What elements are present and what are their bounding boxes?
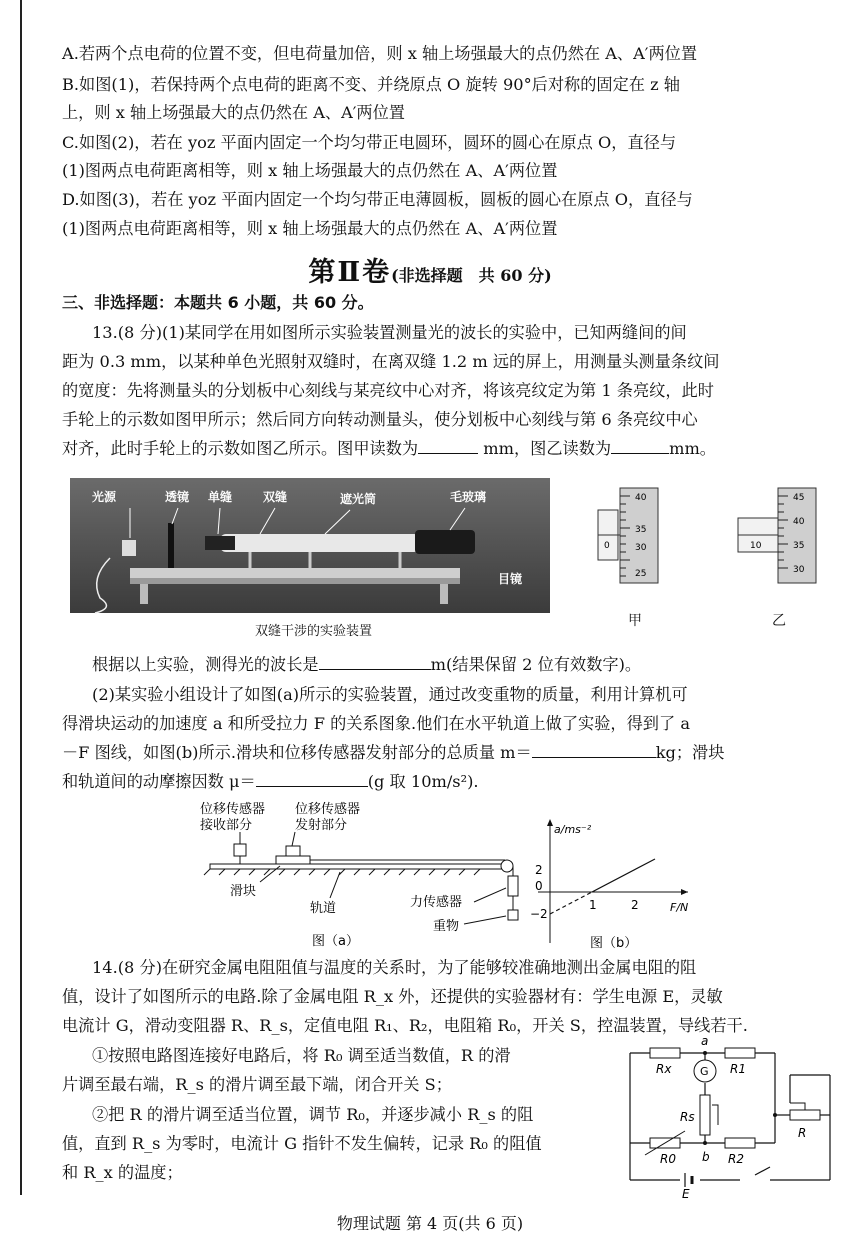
option-d-line2: (1)图两点电荷距离相等，则 x 轴上场强最大的点仍然在 A、A′两位置 (62, 219, 558, 238)
fig-b-caption: 图（b） (590, 936, 638, 951)
label-lens: 透镜 (165, 490, 190, 504)
q13-part2-line2: 得滑块运动的加速度 a 和所受拉力 F 的关系图象.他们在水平轨道上做了实验，得到了 a (62, 714, 690, 733)
option-c-line1: C.如图(2)，若在 yoz 平面内固定一个均匀带正电圆环，圆环的圆心在原点 O，直径与 (62, 133, 677, 152)
label-light-source: 光源 (92, 490, 117, 504)
resistor-r1 (725, 1048, 755, 1058)
circuit-diagram (630, 1035, 840, 1200)
q13-line2: 距为 0.3 mm，以某种单色光照射双缝时，在离双缝 1.2 m 远的屏上，用测量头测量条纹间 (62, 352, 720, 371)
q13-line5-text-c: mm。 (669, 439, 716, 458)
optical-bench (130, 568, 460, 578)
label-double-slit: 双缝 (263, 490, 288, 504)
micrometer-jia-caption: 甲 (628, 613, 642, 629)
q13-line6-text-a: 根据以上实验，测得光的波长是 (92, 655, 319, 674)
q13-line1: 13.(8 分)(1)某同学在用如图所示实验装置测量光的波长的实验中，已知两缝间的间 (92, 323, 687, 342)
fig-a-label-emitter-2: 发射部分 (295, 818, 348, 833)
receiver-unit (234, 844, 246, 856)
lens (168, 523, 174, 568)
q13-part2-line1: (2)某实验小组设计了如图(a)所示的实验装置，通过改变重物的质量，利用计算机可 (92, 685, 688, 704)
yi-tick-45: 45 (793, 493, 805, 503)
g-label: G (700, 1065, 709, 1078)
resistor-rx (650, 1048, 680, 1058)
fig-a-label-force-sensor: 力传感器 (410, 895, 463, 910)
slider-block (276, 856, 310, 864)
r-label: R (798, 1126, 807, 1140)
jia-sleeve-label: 0 (604, 541, 610, 551)
rheostat-r (790, 1110, 820, 1120)
margin-rule (20, 0, 22, 1195)
yi-tick-40: 40 (793, 517, 805, 527)
y-axis-label: a/ms⁻² (554, 823, 592, 836)
jia-tick-40: 40 (635, 493, 647, 503)
r0-label: R0 (660, 1152, 676, 1166)
part-title-sub: (非选择题 共 60 分) (391, 266, 552, 285)
part-title-main: 第Ⅱ卷 (308, 257, 392, 288)
q13-line5-text-a: 对齐，此时手轮上的示数如图乙所示。图甲读数为 (62, 439, 419, 458)
node-a-label: a (701, 1034, 709, 1048)
emitter-unit (286, 846, 300, 856)
yi-tick-30: 30 (793, 565, 805, 575)
option-c-line2: (1)图两点电荷距离相等，则 x 轴上场强最大的点仍然在 A、A′两位置 (62, 161, 558, 180)
option-a: A.若两个点电荷的位置不变，但电荷量加倍，则 x 轴上场强最大的点仍然在 A、A′两位置 (62, 44, 698, 63)
fig-a-label-emitter-1: 位移传感器 (295, 802, 361, 817)
y-tick-2: 2 (535, 863, 543, 877)
q13-line6-text-b: m(结果保留 2 位有效数字)。 (430, 655, 642, 674)
jia-tick-30: 30 (635, 543, 647, 553)
force-sensor (508, 876, 518, 896)
q13-part2-line4-text-b: (g 取 10m/s²). (367, 772, 479, 791)
page-footer: 物理试题 第 4 页(共 6 页) (336, 1214, 524, 1233)
answer-blank-friction (256, 785, 368, 787)
figure-a (200, 800, 530, 950)
x-axis-arrow (681, 889, 688, 895)
answer-blank-jia (418, 452, 478, 454)
x-axis-label: F/N (670, 901, 689, 914)
q14-line3: 电流计 G，滑动变阻器 R、R_s，定值电阻 R₁、R₂，电阻箱 R₀，开关 S，控温装置，导线若干. (62, 1016, 748, 1035)
resistor-r2 (725, 1138, 755, 1148)
yi-sleeve-label: 10 (750, 541, 762, 551)
yi-tick-35: 35 (793, 541, 805, 551)
r2-label: R2 (728, 1152, 744, 1166)
option-b-line2: 上，则 x 轴上场强最大的点仍然在 A、A′两位置 (62, 103, 405, 122)
series-solid-line (592, 859, 655, 892)
q14-step2-line2: 值，直到 R_s 为零时，电流计 G 指针不发生偏转，记录 R₀ 的阻值 (62, 1134, 542, 1153)
micrometer-yi-caption: 乙 (772, 613, 786, 629)
jia-tick-25: 25 (635, 569, 647, 579)
label-eyepiece: 目镜 (498, 572, 523, 586)
tube (220, 534, 420, 552)
q13-part2-line4 (62, 769, 837, 795)
figure-b-chart (530, 815, 690, 950)
part-title (0, 250, 860, 289)
fig-a-caption: 图（a） (312, 934, 359, 949)
q14-line2: 值，设计了如图所示的电路.除了金属电阻 R_x 外，还提供的实验器材有：学生电源 E，灵敏 (62, 987, 723, 1006)
micrometer-yi (738, 488, 823, 588)
r1-label: R1 (730, 1062, 746, 1076)
answer-blank-yi (611, 452, 669, 454)
apparatus-caption: 双缝干涉的实验装置 (255, 624, 373, 639)
q13-line6 (92, 652, 837, 678)
e-label: E (682, 1187, 690, 1201)
option-d-line1: D.如图(3)，若在 yoz 平面内固定一个均匀带正电薄圆板，圆板的圆心在原点 O，直径与 (62, 190, 693, 209)
q13-line4: 手轮上的示数如图甲所示；然后同方向转动测量头，使分划板中心刻线与第 6 条亮纹中心 (62, 410, 698, 429)
q14-step1-line1: ①按照电路图连接好电路后，将 R₀ 调至适当数值，R 的滑 (92, 1046, 511, 1065)
fig-a-label-slider: 滑块 (230, 884, 257, 899)
q14-step2-line1: ②把 R 的滑片调至适当位置，调节 R₀，并逐步减小 R_s 的阻 (92, 1105, 534, 1124)
rx-label: Rx (656, 1062, 672, 1076)
track (210, 864, 505, 869)
pulley (501, 860, 513, 872)
q14-line1: 14.(8 分)在研究金属电阻阻值与温度的关系时，为了能够较准确地测出金属电阻的阻 (92, 958, 697, 977)
q14-step2-line3: 和 R_x 的温度； (62, 1163, 183, 1182)
eyepiece-tube (415, 530, 475, 554)
y-tick-neg2: −2 (530, 907, 548, 921)
jia-tick-35: 35 (635, 525, 647, 535)
q13-line3: 的宽度：先将测量头的分划板中心刻线与某亮纹中心对齐，将该亮纹定为第 1 条亮纹，此时 (62, 381, 714, 400)
y-axis-arrow (547, 819, 553, 826)
fig-a-label-weight: 重物 (433, 919, 460, 934)
answer-blank-wavelength (319, 668, 431, 670)
rheostat-rs (700, 1095, 710, 1135)
q13-part2-line4-text-a: 和轨道间的动摩擦因数 μ＝ (62, 772, 256, 791)
double-slit-apparatus-photo (70, 478, 550, 613)
fig-a-label-track: 轨道 (310, 901, 337, 916)
option-b-line1: B.如图(1)，若保持两个点电荷的距离不变、并绕原点 O 旋转 90°后对称的固定在 z 轴 (62, 75, 680, 94)
x-tick-1: 1 (589, 898, 597, 912)
label-single-slit: 单缝 (208, 490, 233, 504)
weight (508, 910, 518, 920)
q13-part2-line3-text-a: －F 图线，如图(b)所示.滑块和位移传感器发射部分的总质量 m＝ (62, 743, 532, 762)
q13-line5 (62, 436, 837, 462)
light-source (122, 540, 136, 556)
micrometer-jia (598, 488, 668, 588)
label-ground-glass: 毛玻璃 (450, 490, 487, 504)
q13-line5-text-b: mm，图乙读数为 (478, 439, 612, 458)
answer-blank-mass (532, 756, 656, 758)
fig-a-label-receiver-2: 接收部分 (200, 818, 253, 833)
label-shading-tube: 遮光筒 (340, 492, 377, 506)
series-dashed-line (550, 892, 592, 914)
section-heading: 三、非选择题：本题共 6 小题，共 60 分。 (62, 293, 374, 312)
q13-part2-line3 (62, 740, 837, 766)
node-b-label: b (702, 1150, 710, 1164)
x-tick-2: 2 (631, 898, 639, 912)
rs-label: Rs (680, 1110, 695, 1124)
q13-part2-line3-text-b: kg；滑块 (655, 743, 725, 762)
fig-a-label-receiver-1: 位移传感器 (200, 802, 266, 817)
y-tick-0: 0 (535, 879, 543, 893)
q14-step1-line2: 片调至最右端，R_s 的滑片调至最下端，闭合开关 S； (62, 1075, 452, 1094)
